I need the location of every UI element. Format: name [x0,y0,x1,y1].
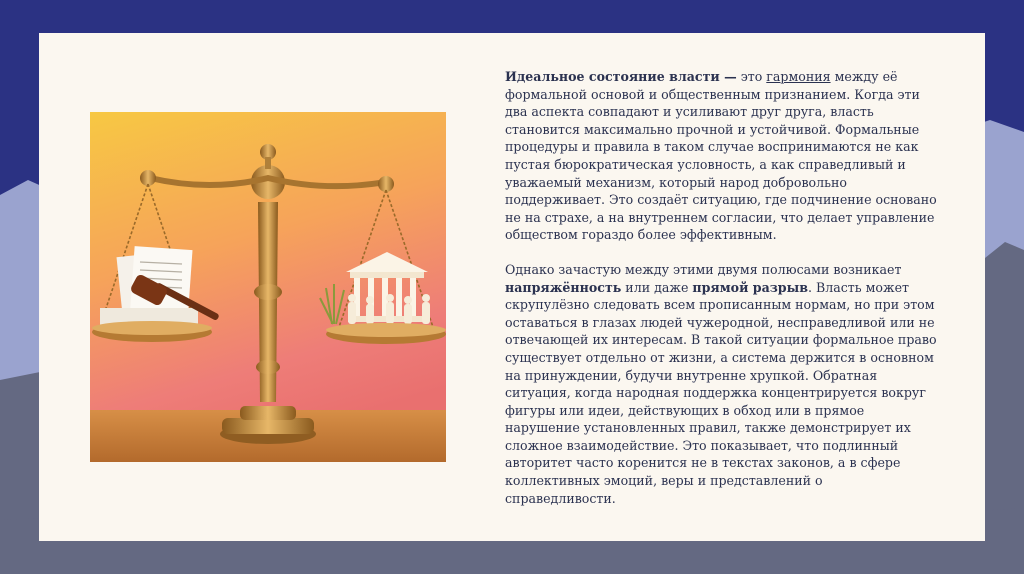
scales-of-justice-icon [90,112,446,462]
text-run: Однако зачастую между этими двумя полюсами возникает [505,261,902,277]
scales-base [222,418,314,434]
body-text [505,68,937,524]
bold-lead: Идеальное состояние власти — [505,69,737,84]
paragraph-tension [505,261,937,507]
scales-of-justice-image [90,112,446,462]
text-run: между её формальной основой и общественным признанием. Когда эти два аспекта совпадают и усиливают друг друга, власть становится максимально прочной и устойчивой. Формальные процедуры и правила в таком случае воспринимаются не как пустая бюрократическая условность, а как справедливый и уважаемый механизм, который народ добровольно поддерживает. Это создаёт ситуацию, где подчинение основано не на страхе, а на внутреннем согласии, что делает управление обществом гораздо более эффективным. [505,69,937,243]
underlined-term: гармония [766,69,831,84]
text-run: это [736,69,767,84]
text-run: или даже [621,279,693,295]
paragraph-ideal-state [505,68,937,244]
text-run: . Власть может скрупулёзно следовать всем прописанным нормам, но при этом оставаться в глазах людей чужеродной, несправедливой или не отвечающей их интересам. В такой ситуации формальное право существует отдельно от жизни, а система держится в основном на принуждении, будучи внутренне хрупкой. Обратная ситуация, когда народная поддержка концентрируется вокруг фигуры или идеи, действующих в обход или в прямое нарушение установленных правил, также демонстрирует их сложное взаимодействие. Это показывает, что подлинный авторитет часто коренится не в текстах законов, а в сфере коллективных эмоций, веры и представлений о справедливости. [505,279,937,506]
bold-term-tension: напряжённость [505,279,622,295]
bold-term-gap: прямой разрыв [692,279,808,295]
